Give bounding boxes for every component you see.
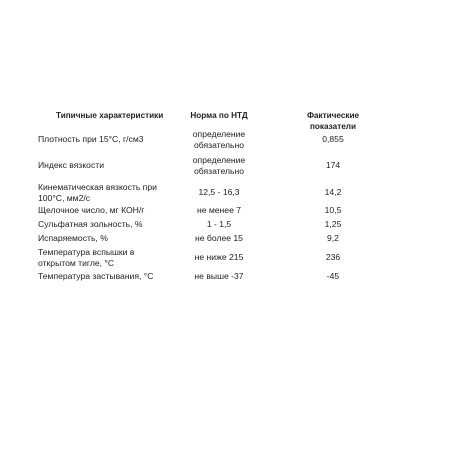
row-pour-point-name: Температура застывания, °С [38, 271, 154, 281]
row-density-norm: определение обязательно [192, 129, 246, 150]
row-viscosity-index-norm: определение обязательно [192, 155, 246, 176]
row-kinematic-viscosity-norm: 12,5 - 16,3 [198, 187, 240, 197]
row-kinematic-viscosity-actual: 14,2 [324, 187, 342, 197]
table-row [38, 271, 418, 282]
row-pour-point-actual: -45 [326, 271, 340, 281]
row-flash-point-name: Температура вспышки в открытом тигле, °С [38, 247, 135, 268]
row-sulfated-ash-name: Сульфатная зольность, % [38, 219, 143, 229]
table-row [38, 129, 418, 150]
row-volatility-actual: 9,2 [327, 233, 339, 243]
table-row [38, 219, 418, 230]
row-kinematic-viscosity-name: Кинематическая вязкость при 100°С, мм2/с [38, 182, 157, 203]
row-base-number-norm: не менее 7 [196, 205, 242, 215]
table-row [38, 247, 418, 268]
header-norm: Норма по НТД [190, 111, 248, 120]
row-base-number-actual: 10,5 [324, 205, 342, 215]
row-base-number-name: Щелочное число, мг КОН/г [38, 205, 145, 215]
header-actual: Фактические показатели [306, 111, 360, 131]
table-header-row [38, 111, 418, 131]
table-row [38, 182, 418, 203]
row-viscosity-index-actual: 174 [325, 160, 341, 170]
specifications-table [38, 111, 418, 282]
row-sulfated-ash-norm: 1 - 1,5 [206, 219, 232, 229]
table-row [38, 205, 418, 216]
table-row [38, 233, 418, 244]
row-flash-point-norm: не ниже 215 [194, 252, 244, 262]
row-volatility-name: Испаряемость, % [38, 233, 108, 243]
table-row [38, 155, 418, 176]
row-sulfated-ash-actual: 1,25 [324, 219, 342, 229]
row-density-name: Плотность при 15°С, г/см3 [38, 134, 144, 144]
row-viscosity-index-name: Индекс вязкости [38, 160, 104, 170]
row-volatility-norm: не более 15 [195, 233, 243, 243]
row-flash-point-actual: 236 [325, 252, 341, 262]
header-characteristic: Типичные характеристики [56, 111, 164, 120]
row-pour-point-norm: не выше -37 [194, 271, 244, 281]
row-density-actual: 0,855 [322, 134, 344, 144]
